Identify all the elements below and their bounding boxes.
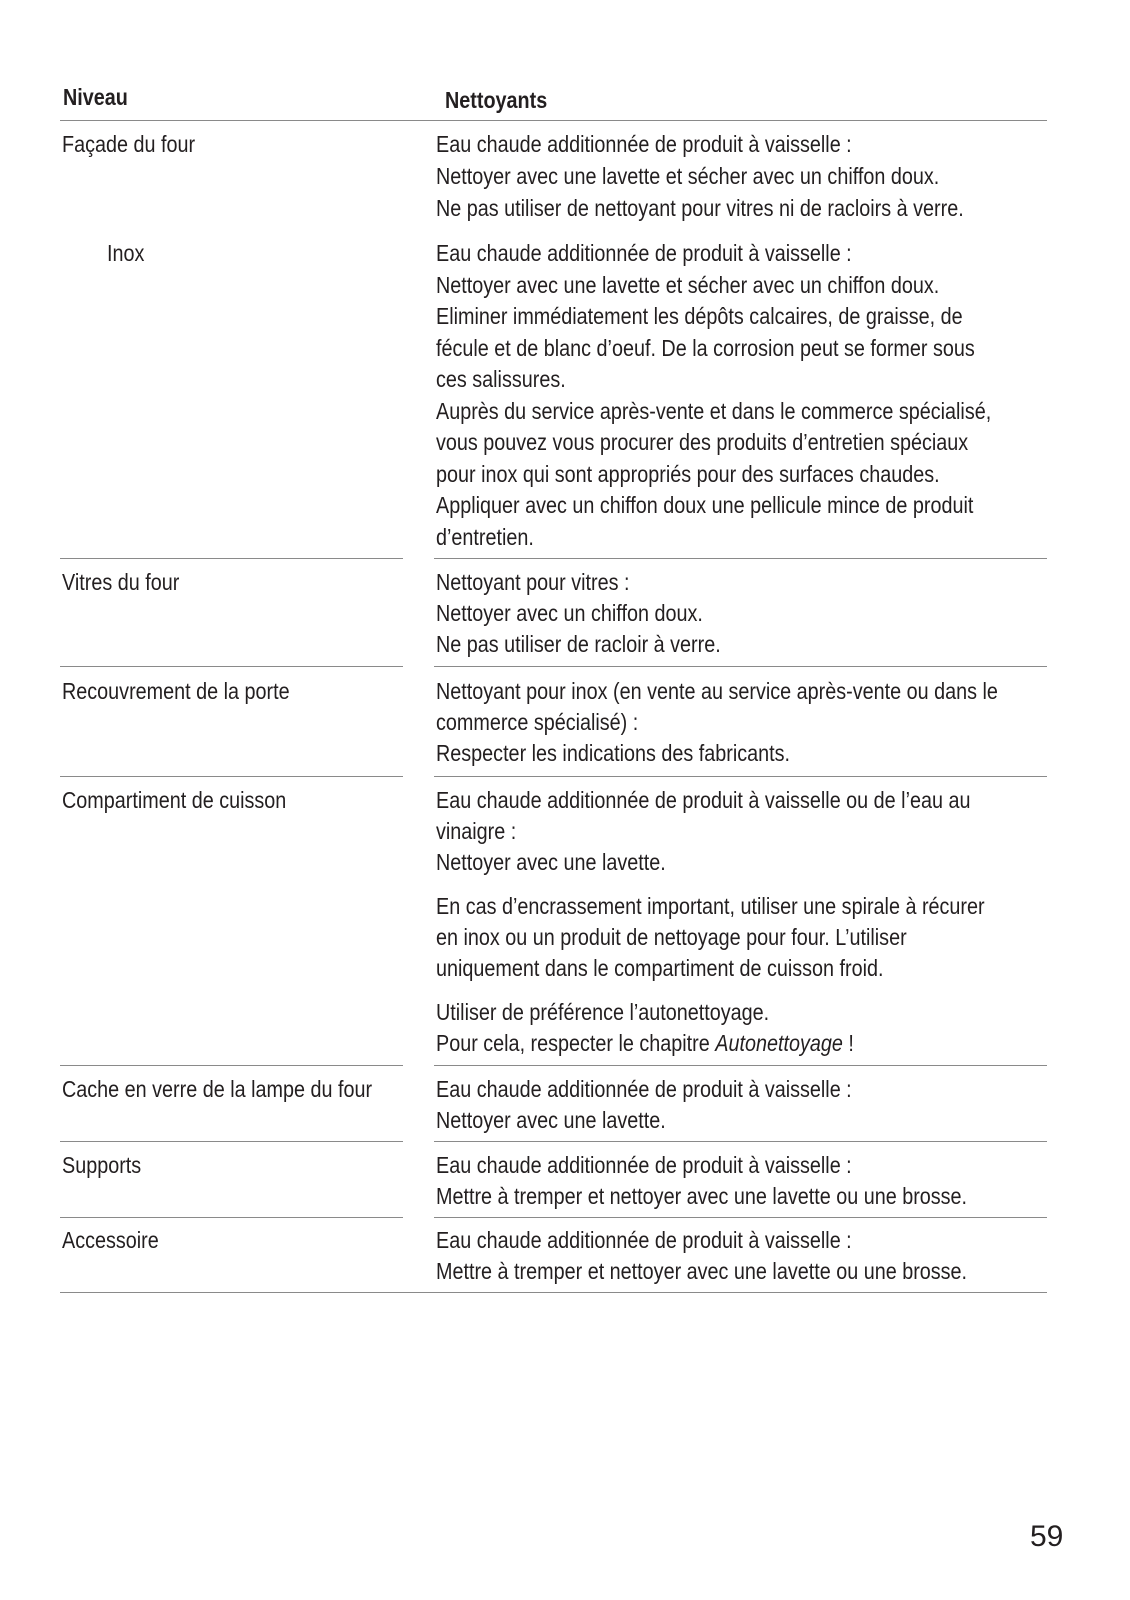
row-divider-right xyxy=(434,1065,1047,1066)
row-line: Eau chaude additionnée de produit à vaisselle : xyxy=(436,1152,852,1178)
row-label-facade: Façade du four xyxy=(62,131,196,157)
row-line: Mettre à tremper et nettoyer avec une lavette ou une brosse. xyxy=(436,1183,968,1209)
row-line: Nettoyer avec un chiffon doux. xyxy=(436,600,703,626)
row-divider-left xyxy=(60,1065,403,1066)
row-line: Ne pas utiliser de racloir à verre. xyxy=(436,631,721,657)
row-line: Eliminer immédiatement les dépôts calcaires, de graisse, de xyxy=(436,303,963,329)
row-divider-left xyxy=(60,666,403,667)
row-line: Nettoyer avec une lavette. xyxy=(436,849,666,875)
row-label-cache: Cache en verre de la lampe du four xyxy=(62,1076,373,1102)
row-line: Nettoyant pour vitres : xyxy=(436,569,630,595)
reference-prefix: Pour cela, respecter le chapitre xyxy=(436,1030,716,1056)
row-line: Respecter les indications des fabricants. xyxy=(436,740,791,766)
row-line: Eau chaude additionnée de produit à vaisselle ou de l’eau au xyxy=(436,787,971,813)
row-line: Appliquer avec un chiffon doux une pellicule mince de produit xyxy=(436,492,974,518)
row-line: fécule et de blanc d’oeuf. De la corrosion peut se former sous xyxy=(436,335,975,361)
row-line: Nettoyer avec une lavette et sécher avec un chiffon doux. xyxy=(436,272,940,298)
page-number: 59 xyxy=(1030,1520,1064,1553)
row-line: commerce spécialisé) : xyxy=(436,709,639,735)
row-line: Mettre à tremper et nettoyer avec une lavette ou une brosse. xyxy=(436,1258,968,1284)
reference-suffix: ! xyxy=(842,1030,854,1056)
row-label-vitres: Vitres du four xyxy=(62,569,180,595)
row-line: pour inox qui sont appropriés pour des surfaces chaudes. xyxy=(436,461,940,487)
row-divider-right xyxy=(434,558,1047,559)
row-line: uniquement dans le compartiment de cuisson froid. xyxy=(436,955,884,981)
column-header-cleaners: Nettoyants xyxy=(445,87,548,113)
row-divider-right xyxy=(434,776,1047,777)
row-line: Eau chaude additionnée de produit à vaisselle : xyxy=(436,1076,852,1102)
row-line: Eau chaude additionnée de produit à vaisselle : xyxy=(436,1227,852,1253)
row-line: Nettoyer avec une lavette. xyxy=(436,1107,666,1133)
chapter-reference: Autonettoyage xyxy=(715,1030,843,1056)
row-label-recouvrement: Recouvrement de la porte xyxy=(62,678,290,704)
row-divider-right xyxy=(434,1217,1047,1218)
column-header-level: Niveau xyxy=(63,84,128,110)
row-label-supports: Supports xyxy=(62,1152,142,1178)
row-line: Eau chaude additionnée de produit à vaisselle : xyxy=(436,240,852,266)
row-line: Nettoyant pour inox (en vente au service après-vente ou dans le xyxy=(436,678,998,704)
row-line: ces salissures. xyxy=(436,366,566,392)
row-line: Utiliser de préférence l’autonettoyage. xyxy=(436,999,770,1025)
row-line: Ne pas utiliser de nettoyant pour vitres ni de racloirs à verre. xyxy=(436,195,964,221)
row-line: Eau chaude additionnée de produit à vaisselle : xyxy=(436,131,852,157)
row-line: En cas d’encrassement important, utiliser une spirale à récurer xyxy=(436,893,985,919)
row-line-reference xyxy=(436,1027,854,1059)
row-line: en inox ou un produit de nettoyage pour four. L’utiliser xyxy=(436,924,907,950)
row-divider-right xyxy=(434,666,1047,667)
row-divider-left xyxy=(60,776,403,777)
row-line: d’entretien. xyxy=(436,524,534,550)
row-label-accessoire: Accessoire xyxy=(62,1227,159,1253)
row-divider-left xyxy=(60,1217,403,1218)
row-line: vous pouvez vous procurer des produits d’entretien spéciaux xyxy=(436,429,969,455)
row-label-compartiment: Compartiment de cuisson xyxy=(62,787,287,813)
row-line: vinaigre : xyxy=(436,818,517,844)
row-divider-right xyxy=(434,1141,1047,1142)
row-divider-left xyxy=(60,558,403,559)
row-line: Nettoyer avec une lavette et sécher avec un chiffon doux. xyxy=(436,163,940,189)
table-bottom-rule xyxy=(60,1292,1047,1293)
row-divider-left xyxy=(60,1141,403,1142)
row-line: Auprès du service après-vente et dans le commerce spécialisé, xyxy=(436,398,992,424)
header-rule xyxy=(60,120,1047,121)
row-label-inox: Inox xyxy=(107,240,145,266)
